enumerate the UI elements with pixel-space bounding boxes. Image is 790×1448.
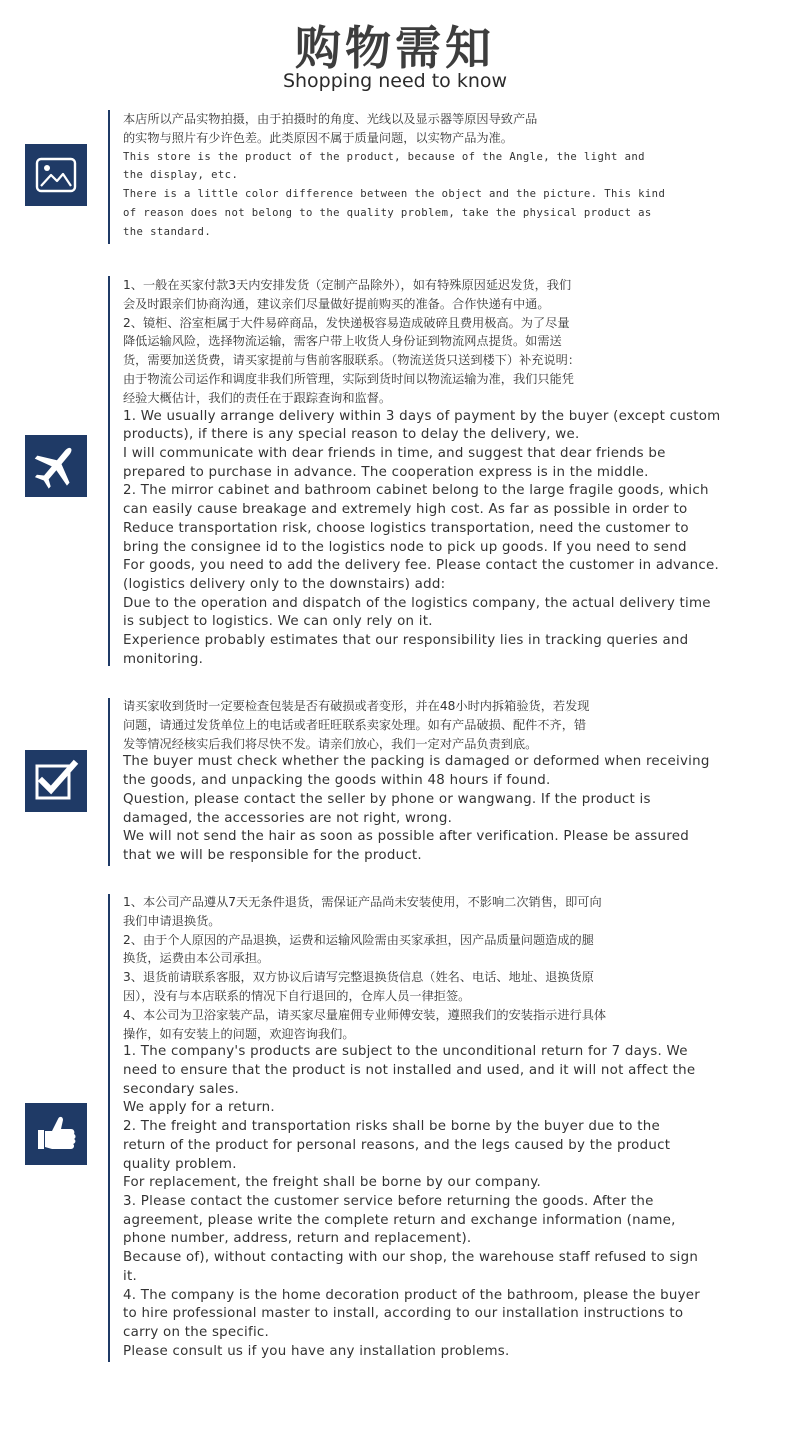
section-divider-line	[108, 276, 110, 666]
picture-icon	[25, 144, 87, 206]
thumbs-up-icon	[25, 1103, 87, 1165]
section-en-text: 1. The company's products are subject to the unconditional return for 7 days. We need to ensure that the product is not installed and used, and it will not affect the secondary sales. We apply for a return. 2. The freight and transportation risks shall be borne by the buyer due to the return of the product for personal reasons, and the legs caused by the product quality problem. For replacement, the freight shall be borne by our company. 3. Please contact the customer service before returning the goods. After the agreement, please write the complete return and exchange information (name, phone number, address, return and replacement). Because of), without contacting with our shop, the warehouse staff refused to sign it. 4. The company is the home decoration product of the bathroom, please the buyer to hire professional master to install, according to our installation instructions to carry on the specific. Please consult us if you have any installation problems.	[123, 1044, 701, 1359]
section-en-text: 1. We usually arrange delivery within 3 days of payment by the buyer (except custom products), if there is any special reason to delay the delivery, we. I will communicate with dear friends in time, and suggest that dear friends be prepared to purchase in advance. The cooperation express is in the middle. 2. The mirror cabinet and bathroom cabinet belong to the large fragile goods, which can easily cause breakage and extremely high cost. As far as possible in order to Reduce transportation risk, choose logistics transportation, need the customer to bring the consignee id to the logistics node to pick up goods. If you need to send For goods, you need to add the delivery fee. Please contact the customer in advance. (logistics delivery only to the downstairs) add: Due to the operation and dispatch of the logistics company, the actual delivery time is subject to logistics. We can only rely on it. Experience probably estimates that our responsibility lies in tracking queries and monitoring.	[123, 408, 721, 667]
page-subtitle: Shopping need to know	[282, 70, 508, 92]
page-title: 购物需知	[295, 21, 495, 75]
section-cn-text: 请买家收到货时一定要检查包装是否有破损或者变形，并在48小时内拆箱验货，若发现 问题，请通过发货单位上的电话或者旺旺联系卖家处理。如有产品破损、配件不齐，错 发等情况经核实后我们将尽快不发。请亲们放心，我们一定对产品负责到底。	[123, 699, 590, 751]
section-divider-line	[108, 110, 110, 244]
section-divider-line	[108, 698, 110, 866]
section-cn-text: 1、一般在买家付款3天内安排发货（定制产品除外），如有特殊原因延迟发货，我们 会及时跟亲们协商沟通，建议亲们尽量做好提前购买的准备。合作快递有中通。 2、镜柜、浴室柜属于大件易碎商品，发快递极容易造成破碎且费用极高。为了尽量 降低运输风险，选择物流运输，需客户带上收货人身份证到物流网点提货。如需送 货，需要加送货费，请买家提前与售前客服联系。（物流送货只送到楼下）补充说明： 由于物流公司运作和调度非我们所管理，实际到货时间以物流运输为准，我们只能凭 经验大概估计，我们的责任在于跟踪查询和监督。	[123, 278, 581, 405]
section-divider-line	[108, 894, 110, 1362]
checkmark-icon	[25, 750, 87, 812]
section-en-text: The buyer must check whether the packing is damaged or deformed when receiving the goods, and unpacking the goods within 48 hours if found. Question, please contact the seller by phone or wangwang. If the product is damaged, the accessories are not right, wrong. We will not send the hair as soon as possible after verification. Please be assured that we will be responsible for the product.	[123, 754, 710, 863]
airplane-icon	[25, 435, 87, 497]
section-cn-text: 1、本公司产品遵从7天无条件退货，需保证产品尚未安装使用，不影响二次销售，即可向 我们申请退换货。 2、由于个人原因的产品退换，运费和运输风险需由买家承担，因产品质量问题造成的腿 换货，运费由本公司承担。 3、退货前请联系客服，双方协议后请写完整退换货信息（姓名、电话、地址、退换货原 因），没有与本店联系的情况下自行退回的，仓库人员一律拒签。 4、本公司为卫浴家装产品，请买家尽量雇佣专业师傅安装，遵照我们的安装指示进行具体 操作，如有安装上的问题，欢迎咨询我们。	[123, 895, 607, 1041]
section-en-text: This store is the product of the product, because of the Angle, the light and the display, etc. There is a little color difference between the object and the picture. This kind of reason does not belong to the quality problem, take the physical product as the standard.	[123, 150, 666, 238]
section-cn-text: 本店所以产品实物拍摄，由于拍摄时的角度、光线以及显示器等原因导致产品 的实物与照片有少许色差。此类原因不属于质量问题，以实物产品为准。	[123, 112, 538, 145]
